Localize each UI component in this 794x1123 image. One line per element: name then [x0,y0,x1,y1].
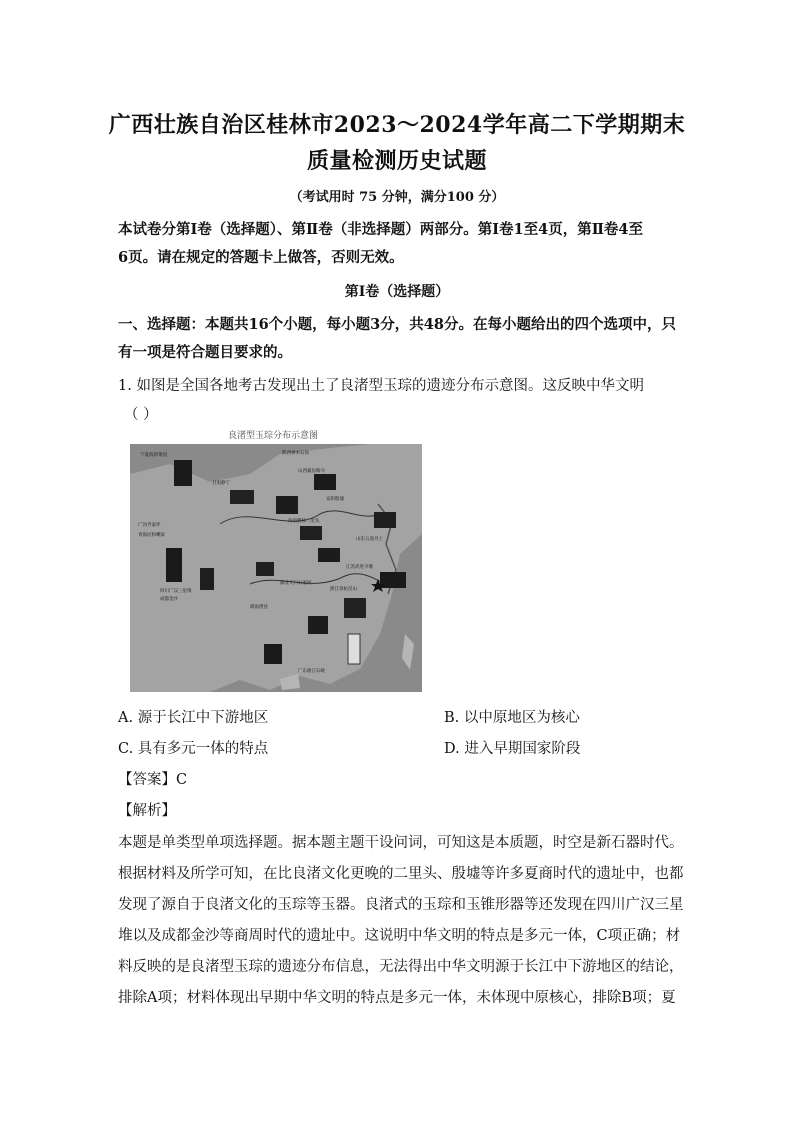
option-c: C. 具有多元一体的特点 [118,741,269,757]
jade-cong-1 [174,460,192,486]
jade-cong-12 [348,634,360,664]
analysis-label: 【解析】 [118,803,176,819]
map-label: 山西襄汾陶寺 [298,469,325,474]
analysis-line-1: 本题是单类型单项选择题。据本题主题干设问词，可知这是本质题，时空是新石器时代。 [118,835,684,851]
map-label: 湖北天门石家河 [280,581,312,586]
question-stem: 1. 如图是全国各地考古发现出土了良渚型玉琮的遗迹分布示意图。这反映中华文明 [118,378,644,394]
intro-line-1: 本试卷分第Ⅰ卷（选择题）、第Ⅱ卷（非选择题）两部分。第Ⅰ卷1至4页，第Ⅱ卷4至 [118,221,644,238]
map-label: 四川广汉三星堆 [160,589,192,594]
section-desc-line-2: 有一项是符合题目要求的。 [118,344,292,361]
jade-cong-8 [318,548,340,562]
jade-cong-4 [314,474,336,490]
map-caption: 良渚型玉琮分布示意图 [228,431,319,441]
map-label: 甘肃静宁 [212,481,230,486]
intro-line-2: 6页。请在规定的答题卡上做答，否则无效。 [118,249,404,266]
jade-cong-3 [276,496,298,514]
map-label: 湖南澧县 [250,605,268,610]
section-desc-line-1: 一、选择题：本题共16个小题，每小题3分，共48分。在每小题给出的四个选项中，只 [118,316,676,333]
map-label: 广河齐家坪 [138,523,161,528]
map-label: 江苏武进寺墩 [346,565,373,570]
jade-cong-14 [200,568,214,590]
map-svg [130,444,422,692]
analysis-line-6: 排除A项；材料体现出早期中华文明的特点是多元一体，未体现中原核心，排除B项；夏 [118,990,676,1006]
jade-cong-5 [374,512,396,528]
jade-cong-7 [300,526,322,540]
analysis-line-3: 发现了源自于良渚文化的玉琮等玉器。良渚式的玉琮和玉锥形器等还发现在四川广汉三星 [118,897,684,913]
jade-cong-9 [380,572,406,588]
exam-info: （考试用时 75 分钟，满分100 分） [289,190,505,205]
analysis-line-2: 根据材料及所学可知，在比良渚文化更晚的二里头、殷墟等许多夏商时代的遗址中，也都 [118,866,684,882]
jade-cong-11 [308,616,328,634]
option-b: B. 以中原地区为核心 [444,710,580,726]
map-label: 河南偃师二里头 [288,519,320,524]
answer-paren: （ ） [124,407,158,423]
map-label: 广东曲江石峡 [298,669,325,674]
map-label: 安阳殷墟 [326,497,344,502]
analysis-line-4: 堆以及成都金沙等商周时代的遗址中。这说明中华文明的特点是多元一体，C项正确；材 [118,928,681,944]
jade-cong-13 [264,644,282,664]
title-line-2: 质量检测历史试题 [306,148,487,174]
jade-cong-10 [344,598,366,618]
answer-label: 【答案】C [118,772,188,788]
distribution-map [130,444,422,692]
jade-cong-15 [256,562,274,576]
analysis-line-5: 料反映的是良渚型玉琮的遗迹分布信息，无法得出中华文明源于长江中下游地区的结论， [118,959,684,975]
jade-cong-2 [230,490,254,504]
map-label: 山东五莲丹土 [356,537,383,542]
title-line-1: 广西壮族自治区桂林市2023～2024学年高二下学期期末 [108,112,686,138]
map-label: 成都金沙 [160,597,178,602]
map-label: 青海民和喇家 [138,533,165,538]
map-label: 陕西神木石峁 [282,451,309,456]
map-label: 浙江余杭反山 [330,587,357,592]
option-d: D. 进入早期国家阶段 [444,741,581,757]
option-a: A. 源于长江中下游地区 [118,710,269,726]
section-title: 第Ⅰ卷（选择题） [344,284,450,300]
map-label: 宁夏海原菜园 [140,453,167,458]
jade-cong-6 [166,548,182,582]
